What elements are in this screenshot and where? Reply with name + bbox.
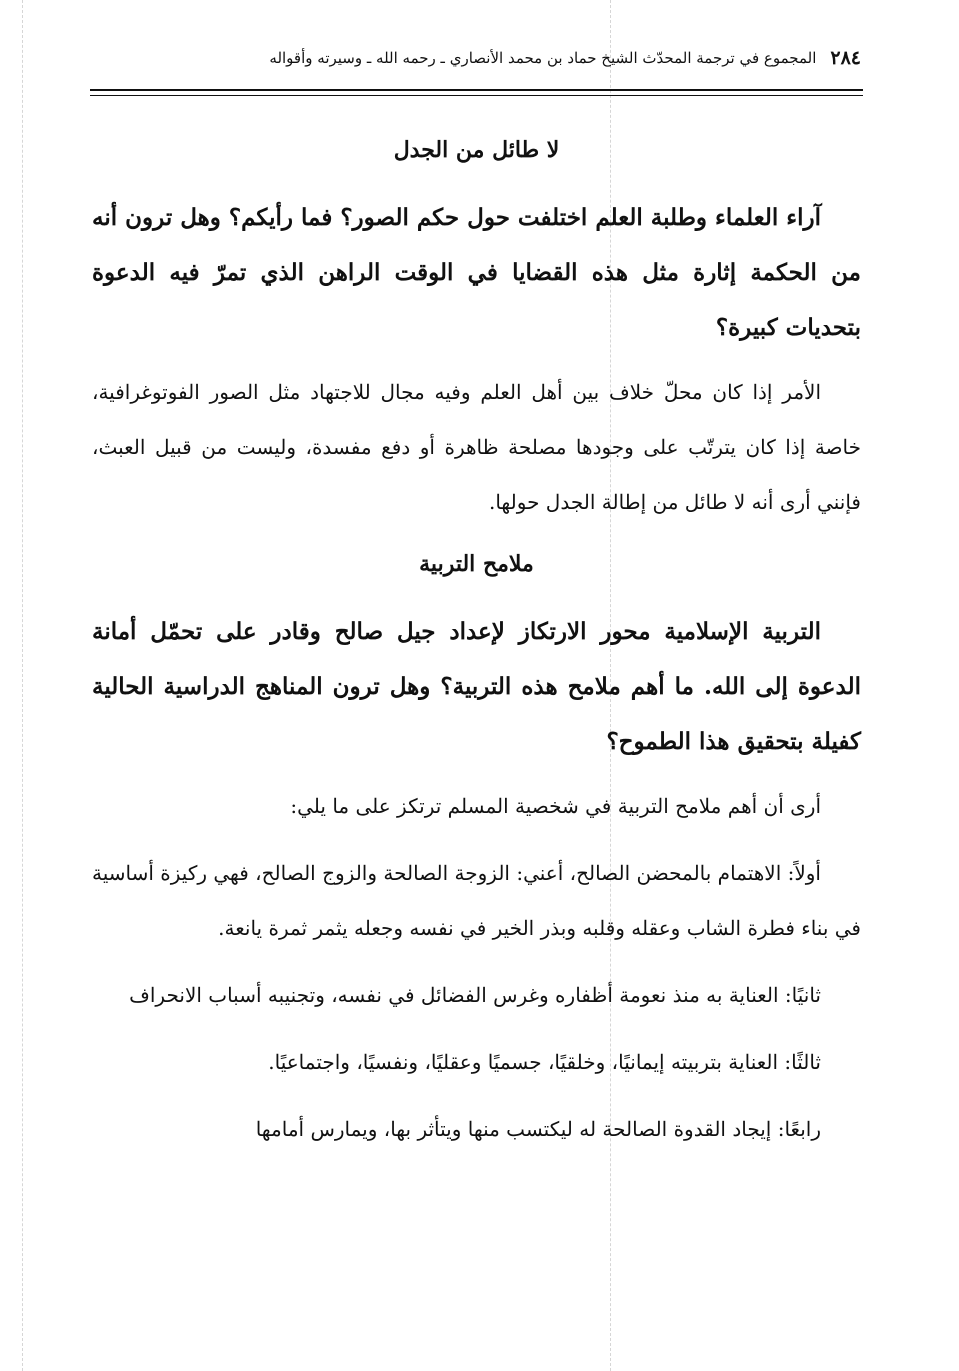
page-header: [92, 38, 861, 78]
question-text: التربية الإسلامية محور الارتكاز لإعداد جيل صالح وقادر على تحمّل أمانة الدعوة إلى الله. ما أهم ملامح هذه التربية؟ وهل ترون المناهج الدراسية الحالية كفيلة بتحقيق هذا الطموح؟: [92, 618, 861, 755]
answer-paragraph: رابعًا: إيجاد القدوة الصالحة له ليكتسب منها ويتأثر بها، ويمارس أمامها: [255, 1117, 821, 1141]
page-number: ٢٨٤: [830, 47, 861, 69]
answer-paragraph: أرى أن أهم ملامح التربية في شخصية المسلم ترتكز على ما يلي:: [290, 794, 821, 818]
section-heading: لا طائل من الجدل: [393, 137, 560, 163]
section-heading: ملامح التربية: [419, 551, 534, 577]
answer-paragraph: أولاً: الاهتمام بالمحضن الصالح، أعني: الزوجة الصالحة والزوج الصالح، فهي ركيزة أساسية في بناء فطرة الشاب وعقله وقلبه وبذر الخير في نفسه وجعله يثمر ثمرة يانعة.: [92, 861, 861, 940]
header-rule-thin: [90, 95, 863, 96]
running-title: المجموع في ترجمة المحدّث الشيخ حماد بن محمد الأنصاري ـ رحمه الله ـ وسيرته وأقواله: [269, 49, 817, 67]
answer-text: الأمر إذا كان محلّ خلاف بين أهل العلم وفيه مجال للاجتهاد مثل الصور الفوتوغرافية، خاصة إذا كان يترتّب على وجودها مصلحة ظاهرة أو دفع مفسدة، وليست من قبيل العبث، فإنني أرى أنه لا طائل من إطالة الجدل حولها.: [92, 380, 861, 514]
answer-paragraph: ثالثًا: العناية بتربيته إيمانيًا، وخلقيًا، جسميًا وعقليًا، ونفسيًا، واجتماعيًا.: [268, 1050, 821, 1074]
page-body: [92, 128, 861, 1169]
question-text: آراء العلماء وطلبة العلم اختلفت حول حكم الصور؟ فما رأيكم؟ وهل ترون أنه من الحكمة إثارة مثل هذه القضايا في الوقت الراهن الذي تمرّ فيه الدعوة بتحديات كبيرة؟: [92, 204, 861, 341]
header-rule: [90, 89, 863, 91]
answer-paragraph: ثانيًا: العناية به منذ نعومة أظفاره وغرس الفضائل في نفسه، وتجنيبه أسباب الانحراف: [129, 983, 821, 1007]
scan-guide-line: [22, 0, 23, 1371]
